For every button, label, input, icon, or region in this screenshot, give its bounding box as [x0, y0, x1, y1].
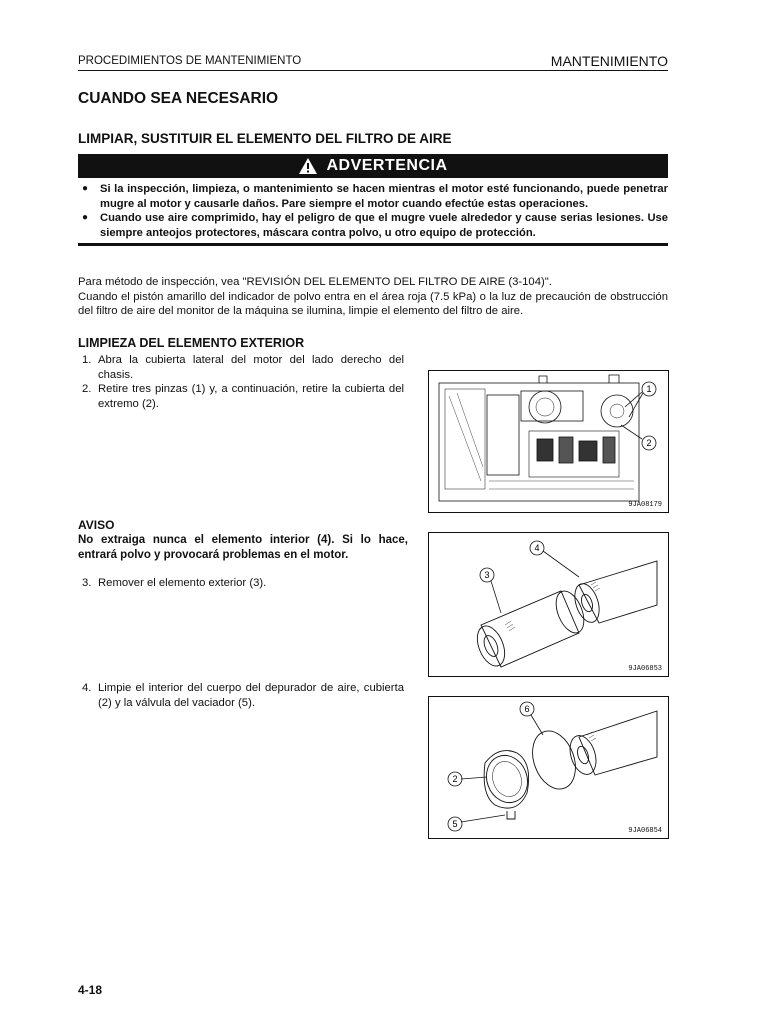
step-number: 3.	[82, 577, 92, 589]
figure-code: 9JA06853	[628, 665, 662, 673]
step-number: 4.	[82, 682, 92, 694]
warning-title: ADVERTENCIA	[326, 157, 448, 174]
step-item	[78, 382, 404, 411]
subsection-title: LIMPIAR, SUSTITUIR EL ELEMENTO DEL FILTRO DE AIRE	[78, 131, 452, 146]
steps-list-a	[78, 353, 404, 411]
step-item	[78, 576, 404, 591]
page-number: 4-18	[78, 983, 103, 997]
warning-triangle-icon	[298, 157, 318, 175]
step-text: Remover el elemento exterior (3).	[98, 577, 267, 589]
warning-item: ● Cuando use aire comprimido, hay el peligro de que el mugre vuele alrededor y cause serias lesiones. Use siempre anteojos protectores, máscara contra polvo, u otro equipo de protección.	[78, 211, 668, 240]
section-title: CUANDO SEA NECESARIO	[78, 90, 279, 107]
callout-6: 6	[524, 704, 530, 714]
step-text: Limpie el interior del cuerpo del depurador de aire, cubierta (2) y la válvula del vaciador (5).	[98, 682, 404, 709]
notice-title: AVISO	[78, 518, 115, 532]
engine-compartment-illustration	[429, 371, 668, 512]
intro-line: Cuando el pistón amarillo del indicador de polvo entra en el área roja (7.5 kPa) o la luz de precaución de obstrucción del filtro de aire del monitor de la máquina se ilumina, limpie el elemento del filtro de aire.	[78, 290, 668, 317]
intro-text	[78, 275, 668, 319]
step-item	[78, 353, 404, 382]
figure-engine-compartment	[428, 370, 669, 513]
warning-item: ● Si la inspección, limpieza, o mantenimiento se hacen mientras el motor esté funcionando, puede penetrar mugre al motor y causarle daños. Pare siempre el motor cuando efectúe estas operaciones.	[78, 182, 668, 211]
figure-cover-valve	[428, 696, 669, 839]
running-header-right: MANTENIMIENTO	[550, 53, 668, 69]
running-header-left: PROCEDIMIENTOS DE MANTENIMIENTO	[78, 55, 302, 67]
step-text: Abra la cubierta lateral del motor del lado derecho del chasis.	[98, 354, 404, 381]
step-item	[78, 681, 404, 710]
callout-4: 4	[534, 543, 540, 553]
header-rule	[78, 70, 668, 71]
callout-1: 1	[646, 384, 652, 394]
callout-5: 5	[452, 819, 458, 829]
warning-rule	[78, 243, 668, 246]
step-number: 2.	[82, 383, 92, 395]
steps-list-b	[78, 576, 404, 591]
notice-text: No extraiga nunca el elemento interior (4). Si lo hace, entrará polvo y provocará problemas en el motor.	[78, 534, 408, 561]
step-number: 1.	[82, 354, 92, 366]
callout-2: 2	[646, 438, 652, 448]
step-text: Retire tres pinzas (1) y, a continuación, retire la cubierta del extremo (2).	[98, 383, 404, 410]
callout-2: 2	[452, 774, 458, 784]
figure-code: 9JA06854	[628, 827, 662, 835]
cover-valve-illustration	[429, 697, 668, 838]
cleaning-title: LIMPIEZA DEL ELEMENTO EXTERIOR	[78, 336, 305, 350]
warning-list	[78, 182, 668, 240]
steps-list-c	[78, 681, 404, 710]
outer-element-illustration	[429, 533, 668, 676]
figure-outer-element	[428, 532, 669, 677]
intro-line: Para método de inspección, vea "REVISIÓN DEL ELEMENTO DEL FILTRO DE AIRE (3-104)".	[78, 276, 552, 288]
figure-code: 9JA08179	[628, 501, 662, 509]
callout-3: 3	[484, 570, 490, 580]
warning-banner	[78, 154, 668, 178]
